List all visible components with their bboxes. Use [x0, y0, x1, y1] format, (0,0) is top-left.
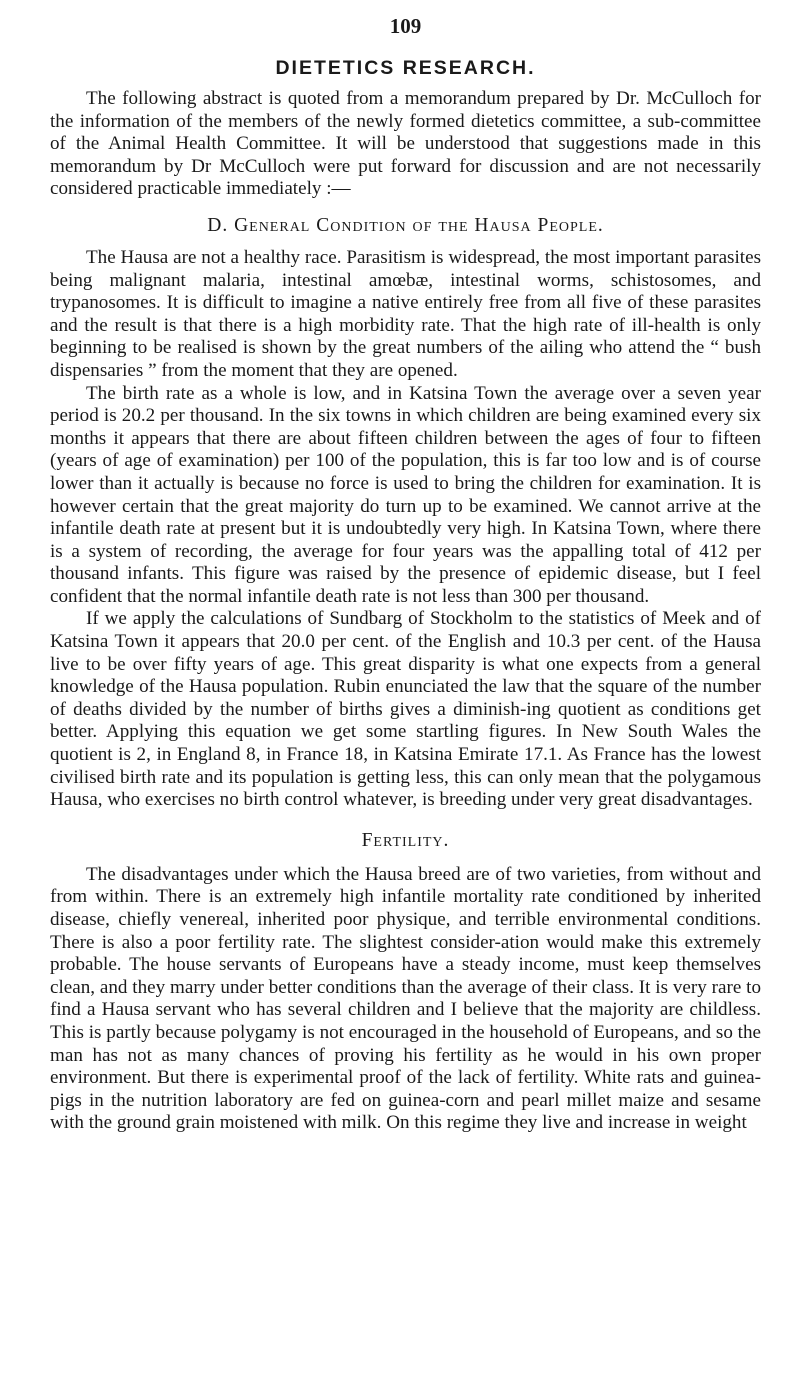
paragraph-parasitism: The Hausa are not a healthy race. Parasitism is widespread, the most important parasites being malignant malaria, intestinal amœbæ, intestinal worms, schistosomes, and trypanosomes. It is difficult to imagine a native entirely free from all five of these parasites and the result is that there is a high morbidity rate. That the high rate of ill-health is only beginning to be realised is shown by the great numbers of the ailing who attend the “ bush dispensaries ” from the moment that they are opened.: [50, 246, 761, 381]
document-heading: DIETETICS RESEARCH.: [275, 57, 536, 79]
intro-paragraph: The following abstract is quoted from a memorandum prepared by Dr. McCulloch for the information of the members of the newly formed dietetics committee, a sub-committee of the Animal Health Committee. It will be understood that suggestions made in this memorandum by Dr McCulloch were put forward for discussion and are not necessarily considered practicable immediately :—: [50, 88, 761, 200]
section-title-general-condition: D. General Condition of the Hausa People.: [207, 214, 604, 236]
page-number: 109: [389, 14, 422, 38]
paragraph-birth-rate: The birth rate as a whole is low, and in Katsina Town the average over a seven year period is 20.2 per thousand. In the six towns in which children are being examined every six months it appears that there are about fifteen children between the ages of four to fifteen (years of age of examination) per 100 of the population, this is far too low and is of course lower than it actually is because no force is used to bring the children for examination. It is however certain that the great majority do turn up to be examined. We cannot arrive at the infantile death rate at present but it is undoubtedly very high. In Katsina Town, where there is a system of recording, the average for four years was the appalling total of 412 per thousand infants. This figure was raised by the presence of epidemic disease, but I feel confident that the normal infantile death rate is not less than 300 per thousand.: [50, 382, 761, 607]
paragraph-calculations: If we apply the calculations of Sundbarg of Stockholm to the statistics of Meek and of Katsina Town it appears that 20.0 per cent. of the English and 10.3 per cent. of the Hausa live to be over fifty years of age. This great disparity is what one expects from a general knowledge of the Hausa population. Rubin enunciated the law that the square of the number of deaths divided by the number of births gives a diminish-ing quotient as conditions get better. Applying this equation we get some startling figures. In New South Wales the quotient is 2, in England 8, in France 18, in Katsina Emirate 17.1. As France has the lowest civilised birth rate and its population is getting less, this can only mean that the polygamous Hausa, who exercises no birth control whatever, is breeding under very great disadvantages.: [50, 608, 761, 811]
paragraph-fertility: The disadvantages under which the Hausa breed are of two varieties, from without and from within. There is an extremely high infantile mortality rate conditioned by inherited disease, chiefly venereal, inherited poor physique, and terrible environmental conditions. There is also a poor fertility rate. The slightest consider-ation would make this extremely probable. The house servants of Europeans have a steady income, must keep themselves clean, and they marry under better conditions than the average of their class. It is very rare to find a Hausa servant who has several children and I believe that the majority are childless. This is partly because polygamy is not encouraged in the household of Europeans, and so the man has not as many chances of proving his fertility as he would in his own proper environment. But there is experimental proof of the lack of fertility. White rats and guinea-pigs in the nutrition laboratory are fed on guinea-corn and pearl millet maize and sesame with the ground grain moistened with milk. On this regime they live and increase in weight: [50, 863, 761, 1134]
section-title-fertility: Fertility.: [361, 829, 450, 851]
